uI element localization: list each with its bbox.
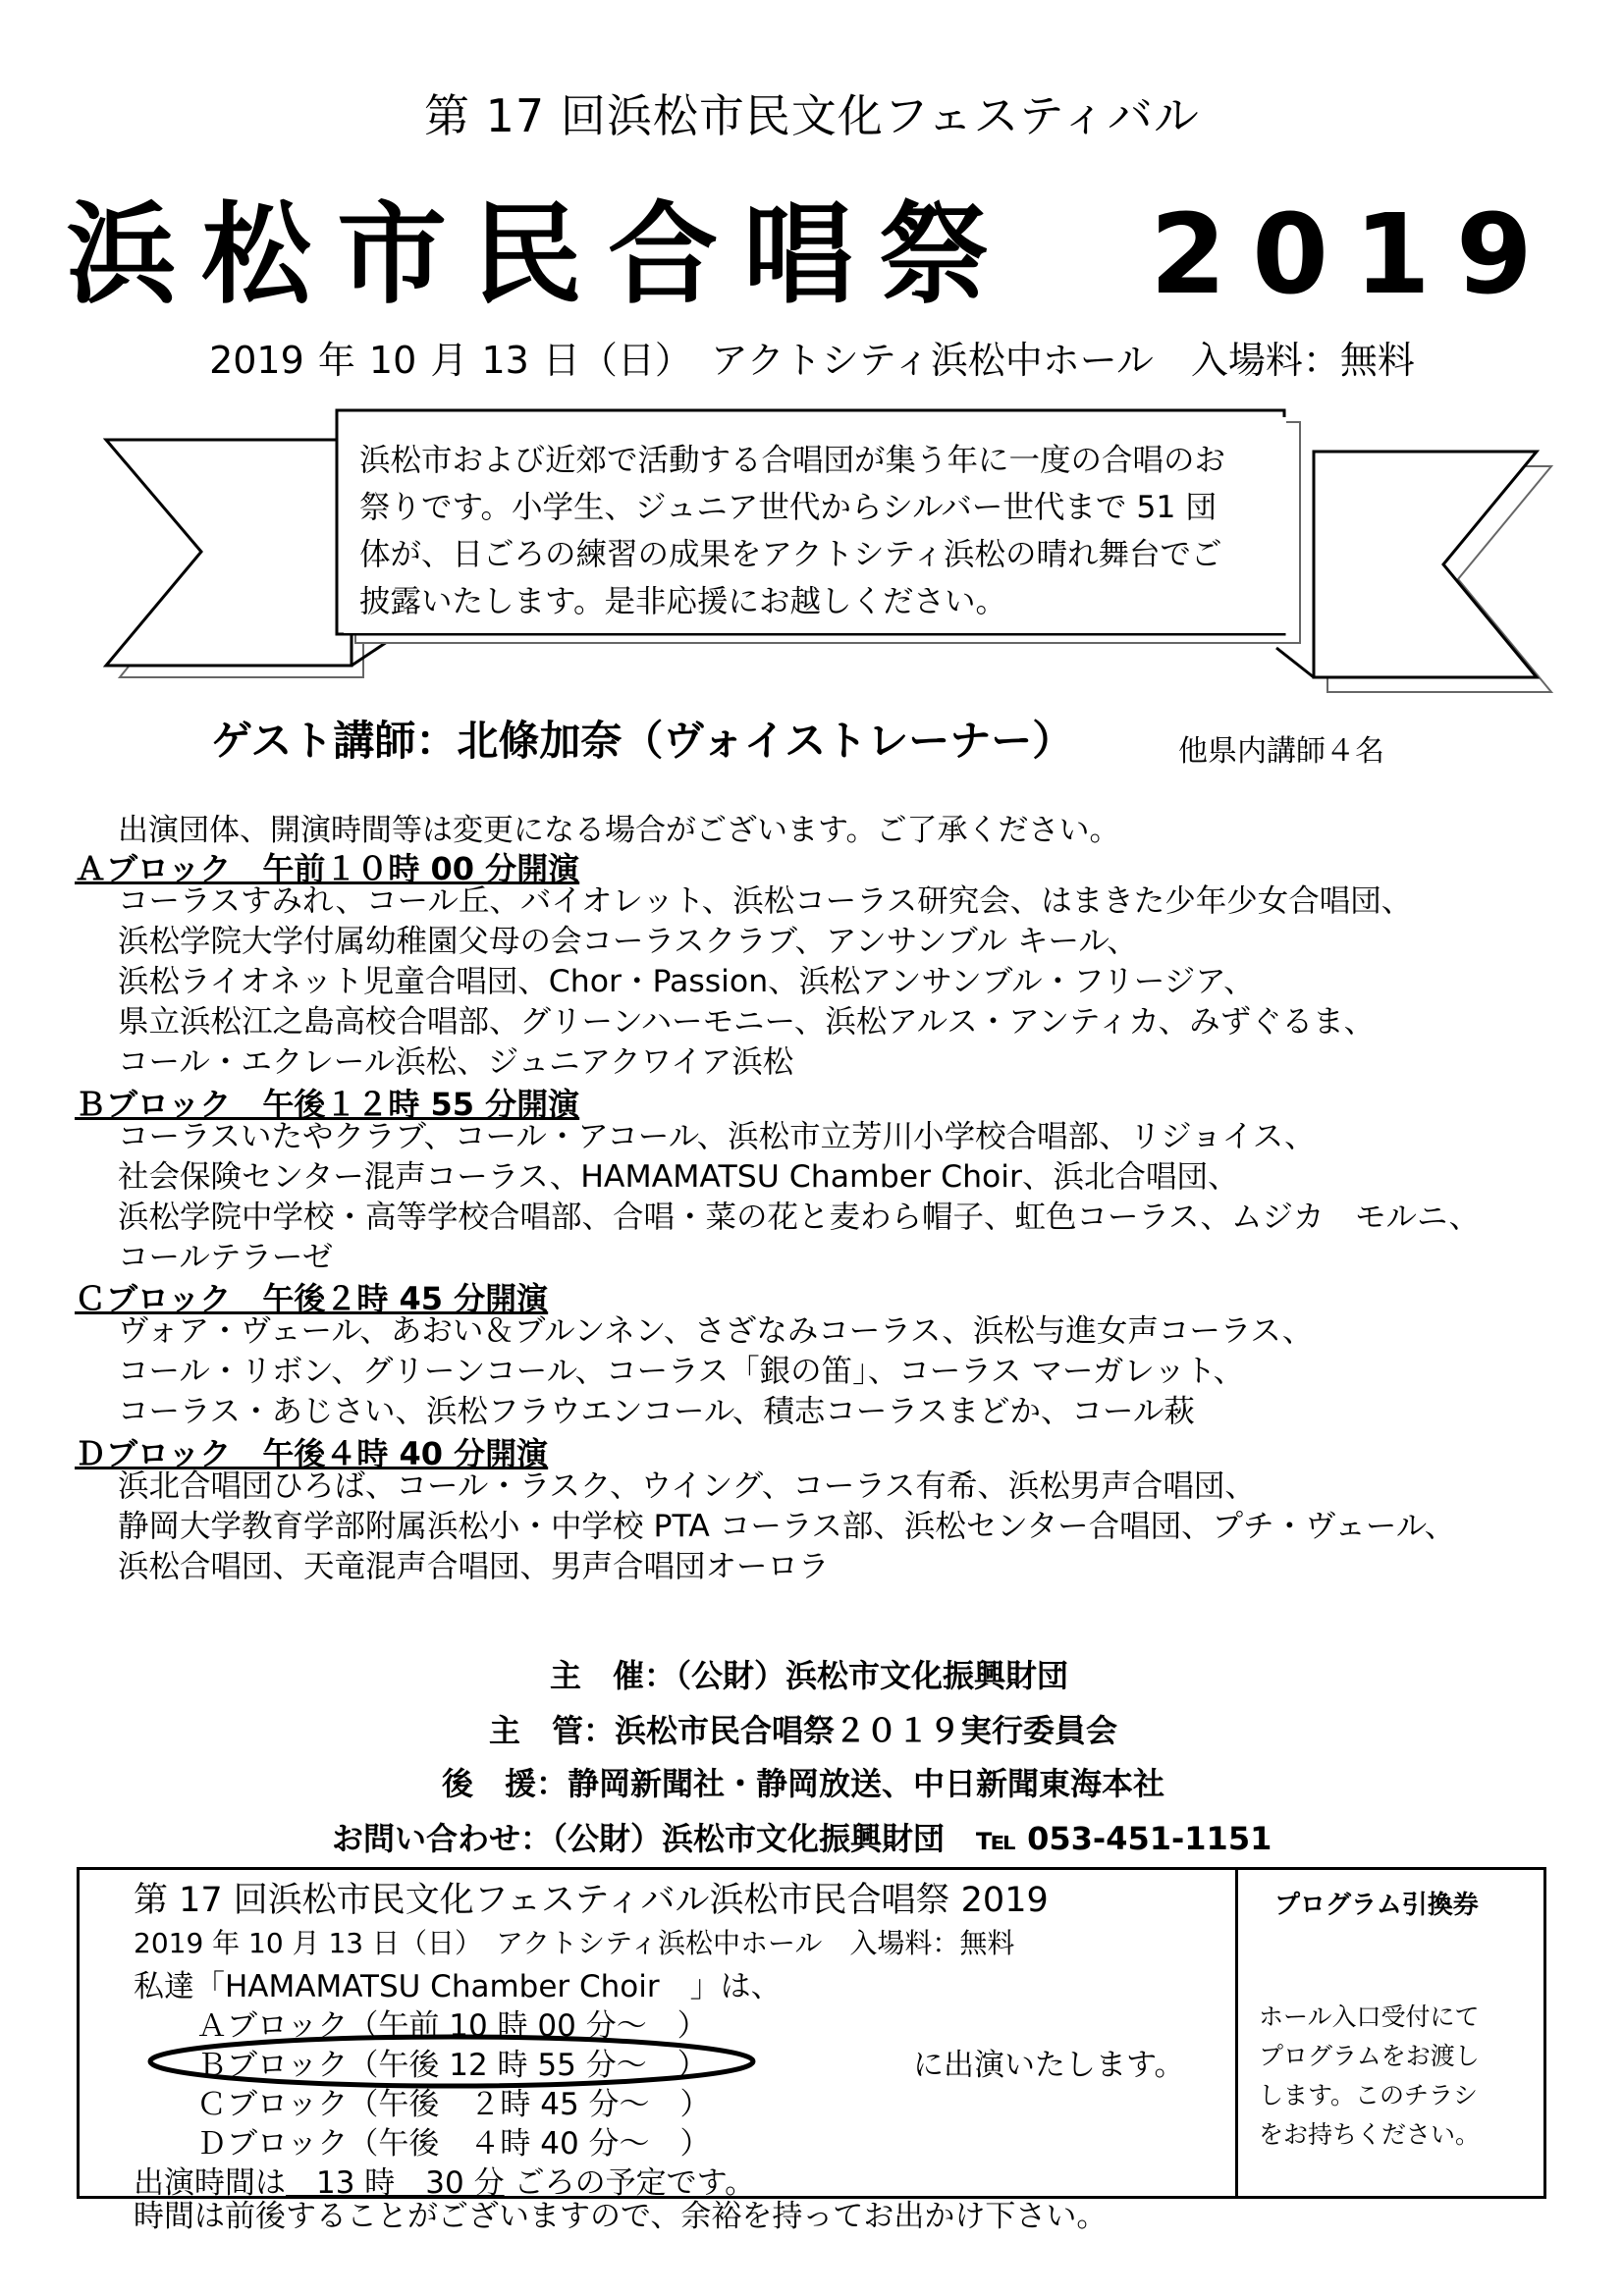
coupon-option-a: Ａブロック（午前 10 時 00 分～ ）	[196, 2008, 708, 2044]
intro-text: 浜松市および近郊で活動する合唱団が集う年に一度の合唱のお 祭りです。小学生、ジュニア世代からシルバー世代まで 51 団 体が、日ごろの練習の成果をアクトシティ浜松の晴れ舞台でご 披露いたします。是非応援にお越しください。	[344, 417, 1286, 633]
coupon-perform-text: に出演いたします。	[913, 2048, 1185, 2083]
coupon-event-info: 2019 年 10 月 13 日（日） アクトシティ浜松中ホール 入場料：無料	[134, 1927, 1015, 1959]
coupon-divider	[1235, 1867, 1238, 2199]
coupon-side-title: プログラム引換券	[1274, 1891, 1479, 1920]
page-title: 浜松市民合唱祭 2019	[66, 191, 1558, 319]
coupon-footer: 時間は前後することがございますので、余裕を持ってお出かけ下さい。	[134, 2199, 1108, 2234]
block-a-groups: コーラスすみれ、コール丘、バイオレット、浜松コーラス研究会、はまきた少年少女合唱団、 浜松学院大学付属幼稚園父母の会コーラスクラブ、アンサンブル キール、 浜松ライオネット児童合唱団、Chor・Passion、浜松アンサンブル・フリージア、 県立浜松江之島高校合唱部、グリーンハーモニー、浜松アルス・アンティカ、みずぐるま、 コール・エクレール浜松、ジュニアクワイア浜松	[118, 883, 1413, 1080]
block-c-groups: ヴォア・ヴェール、あおい＆ブルンネン、さざなみコーラス、浜松与進女声コーラス、 コール・リボン、グリーンコール、コーラス「銀の笛」、コーラス マーガレット、 コーラス・あじさい、浜松フラウエンコール、積志コーラスまどか、コール萩	[118, 1313, 1314, 1429]
block-b-heading: Ｂブロック 午後１２時 55 分開演	[75, 1086, 580, 1123]
guest-note: 他県内講師４名	[1178, 734, 1384, 769]
change-notice: 出演団体、開演時間等は変更になる場合がございます。ご了承ください。	[118, 813, 1120, 848]
block-b-groups: コーラスいたやクラブ、コール・アコール、浜松市立芳川小学校合唱部、リジョイス、 社会保険センター混声コーラス、HAMAMATSU Chamber Choir、浜北合唱団、 浜松学院中学校・高等学校合唱部、合唱・菜の花と麦わら帽子、虹色コーラス、ムジカ モルニ、 コールテラーゼ	[118, 1119, 1480, 1275]
coupon-option-b: Ｂブロック（午後 12 時 55 分～ ）	[196, 2048, 708, 2083]
coupon-side-text: ホール入口受付にて プログラムをお渡し します。このチラシ をお持ちください。	[1259, 2002, 1481, 2149]
guest-lecturer: ゲスト講師：北條加奈（ヴォイストレーナー）	[211, 717, 1074, 765]
event-info: 2019 年 10 月 13 日（日） アクトシティ浜松中ホール 入場料：無料	[209, 339, 1415, 382]
coupon-event-title: 第 17 回浜松市民文化フェスティバル浜松市民合唱祭 2019	[134, 1881, 1049, 1920]
coupon-option-c: Ｃブロック（午後 ２時 45 分～ ）	[196, 2087, 711, 2122]
managing-organizer: 主 管：浜松市民合唱祭２０１９実行委員会	[489, 1712, 1118, 1749]
selected-block-circle	[142, 2032, 761, 2091]
coupon-option-d: Ｄブロック（午後 ４時 40 分～ ）	[196, 2126, 711, 2162]
block-a-heading: Ａブロック 午前１０時 00 分開演	[75, 850, 580, 887]
supporters: 後 援：静岡新聞社・静岡放送、中日新聞東海本社	[442, 1765, 1165, 1802]
contact-info: お問い合わせ：（公財）浜松市文化振興財団 ℡ 053-451-1151	[332, 1820, 1272, 1857]
block-d-heading: Ｄブロック 午後４時 40 分開演	[75, 1435, 549, 1472]
coupon-choir-name: 私達「HAMAMATSU Chamber Choir 」は、	[134, 1969, 782, 2004]
coupon-time-suffix: ごろの予定です。	[514, 2165, 756, 2201]
coupon-time-value: 13 時 30 分	[286, 2165, 505, 2201]
coupon-time-label: 出演時間は	[134, 2165, 286, 2201]
festival-subtitle: 第 17 回浜松市民文化フェスティバル	[424, 89, 1200, 142]
host-organizer: 主 催：（公財）浜松市文化振興財団	[550, 1657, 1069, 1694]
block-c-heading: Ｃブロック 午後２時 45 分開演	[75, 1280, 549, 1317]
block-d-groups: 浜北合唱団ひろば、コール・ラスク、ウイング、コーラス有希、浜松男声合唱団、 静岡大学教育学部附属浜松小・中学校 PTA コーラス部、浜松センター合唱団、プチ・ヴェール、 浜松合唱団、天竜混声合唱団、男声合唱団オーロラ	[118, 1468, 1456, 1584]
